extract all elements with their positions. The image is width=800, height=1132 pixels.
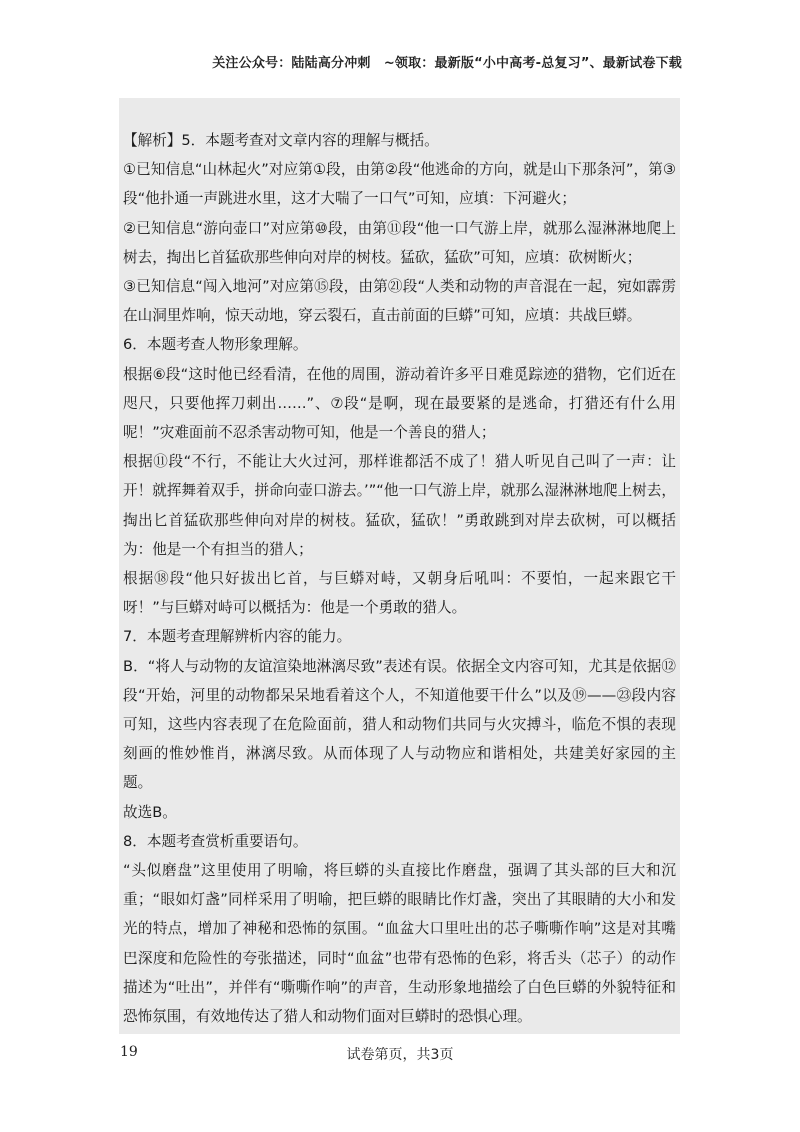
answer-analysis-box xyxy=(119,98,680,1034)
page-number: 19 xyxy=(120,1044,138,1060)
footer-page-info: 试卷第页，共3页 xyxy=(346,1047,454,1063)
q6-point-1: 根据⑥段“这时他已经看清，在他的周围，游动着许多平日难觅踪迹的猎物，它们近在咫尺，只要他挥刀刺出……”、⑦段“是啊，现在最要紧的是逃命，打猎还有什么用呢！”灾难面前不忍杀害动物可知，他是一个善良的猎人； xyxy=(123,365,676,442)
q8-heading: 8．本题考查赏析重要语句。 xyxy=(123,832,308,850)
q7-explanation: B．“将人与动物的友谊渲染地淋漓尽致”表述有误。依据全文内容可知，尤其是依据⑫段“开始，河里的动物都呆呆地看着这个人，不知道他要干什么”以及⑲——㉓段内容可知，这些内容表现了在危险面前，猎人和动物们共同与火灾搏斗，临危不惧的表现刻画的惟妙惟肖，淋漓尽致。从而体现了人与动物应和谐相处，共建美好家园的主题。 xyxy=(123,657,676,792)
q5-point-3: ③已知信息“闯入地河”对应第⑮段，由第㉑段“人类和动物的声音混在一起，宛如霹雳在山洞里炸响，惊天动地，穿云裂石，直击前面的巨蟒”可知，应填：共战巨蟒。 xyxy=(123,278,676,325)
analysis-heading-q5: 【解析】5．本题考查对文章内容的理解与概括。 xyxy=(123,132,439,149)
q5-point-2: ②已知信息“游向壶口”对应第⑩段，由第⑪段“他一口气游上岸，就那么湿淋淋地爬上树去，掏出匕首猛砍那些伸向对岸的树枝。猛砍，猛砍”可知，应填：砍树断火； xyxy=(123,219,676,266)
q6-heading: 6．本题考查人物形象理解。 xyxy=(123,336,308,354)
q6-point-3: 根据⑱段“他只好拔出匕首，与巨蟒对峙，又朝身后吼叫：不要怕，一起来跟它干呀！”与巨蟒对峙可以概括为：他是一个勇敢的猎人。 xyxy=(123,570,676,617)
q7-heading: 7．本题考查理解辨析内容的能力。 xyxy=(123,628,352,646)
q6-point-2: 根据⑪段“不行，不能让大火过河，那样谁都活不成了！猎人听见自己叫了一声：让开！就挥舞着双手，拼命向壶口游去。’”“他一口气游上岸，就那么湿淋淋地爬上树去，掏出匕首猛砍那些伸向对岸的树枝。猛砍，猛砍！”勇敢跳到对岸去砍树，可以概括为：他是一个有担当的猎人； xyxy=(123,453,676,558)
q8-explanation: “头似磨盘”这里使用了明喻，将巨蟒的头直接比作磨盘，强调了其头部的巨大和沉重；“眼如灯盏”同样采用了明喻，把巨蟒的眼睛比作灯盏，突出了其眼睛的大小和发光的特点，增加了神秘和恐怖的氛围。“血盆大口里吐出的芯子嘶嘶作响”这是对其嘴巴深度和危险性的夸张描述，同时“血盆”也带有恐怖的色彩，将舌头（芯子）的动作描述为“吐出”，并伴有“嘶嘶作响”的声音，生动形象地描绘了白色巨蟒的外貌特征和恐怖氛围，有效地传达了猎人和动物们面对巨蟒时的恐惧心理。 xyxy=(123,862,676,1026)
q7-answer: 故选B。 xyxy=(123,803,177,821)
header-promo-note: 关注公众号：陆陆高分冲刺 ~领取：最新版“小中高考-总复习”、最新试卷下载 xyxy=(212,56,682,71)
q5-point-1: ①已知信息“山林起火”对应第①段，由第②段“他逃命的方向，就是山下那条河”，第③段“他扑通一声跳进水里，这才大喘了一口气”可知，应填：下河避火； xyxy=(123,161,676,208)
